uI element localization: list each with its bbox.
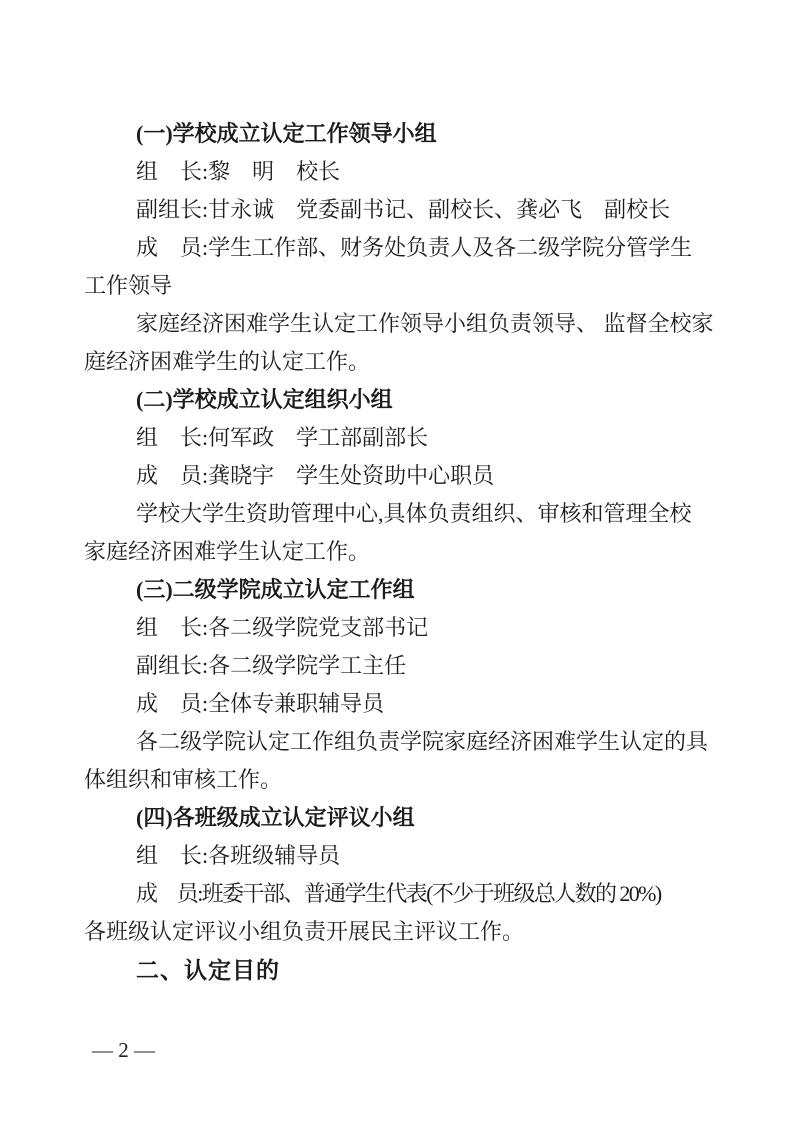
leader-line-2: 组 长:何军政 学工部副部长: [136, 425, 429, 450]
document-body: [84, 115, 712, 989]
heading-section-3: (三)二级学院成立认定工作组: [136, 577, 415, 602]
heading-section-4: (四)各班级成立认定评议小组: [136, 805, 415, 830]
duty-paragraph-2: 学校大学生资助管理中心,具体负责组织、审核和管理全校: [136, 501, 692, 526]
members-line-1: 成 员:学生工作部、财务处负责人及各二级学院分管学生: [136, 235, 693, 260]
heading-section-2: (二)学校成立认定组织小组: [136, 387, 393, 412]
leader-line-3: 组 长:各二级学院党支部书记: [136, 615, 429, 640]
deputy-leader-line-3: 副组长:各二级学院学工主任: [136, 653, 407, 678]
duty-paragraph-2-cont: 家庭经济困难学生认定工作。: [84, 539, 371, 564]
duty-paragraph-3-cont: 体组织和审核工作。: [84, 767, 283, 792]
duty-paragraph-4: 各班级认定评议小组负责开展民主评议工作。: [84, 919, 525, 944]
members-line-1-cont: 工作领导: [84, 273, 173, 298]
heading-part-2: 二、认定目的: [136, 957, 280, 983]
members-line-4: 成 员:班委干部、普通学生代表(不少于班级总人数的 20%): [136, 881, 661, 906]
deputy-leader-line-1: 副组长:甘永诚 党委副书记、副校长、龚必飞 副校长: [136, 197, 671, 222]
leader-line-1: 组 长:黎 明 校长: [136, 159, 341, 184]
duty-paragraph-3: 各二级学院认定工作组负责学院家庭经济困难学生认定的具: [136, 729, 709, 754]
heading-section-1: (一)学校成立认定工作领导小组: [136, 121, 437, 146]
duty-paragraph-1: 家庭经济困难学生认定工作领导小组负责领导、 监督全校家: [136, 311, 714, 336]
duty-paragraph-1-cont: 庭经济困难学生的认定工作。: [84, 349, 371, 374]
leader-line-4: 组 长:各班级辅导员: [136, 843, 341, 868]
members-line-2: 成 员:龚晓宇 学生处资助中心职员: [136, 463, 495, 488]
page-number: — 2 —: [92, 1038, 155, 1062]
members-line-3: 成 员:全体专兼职辅导员: [136, 691, 385, 716]
